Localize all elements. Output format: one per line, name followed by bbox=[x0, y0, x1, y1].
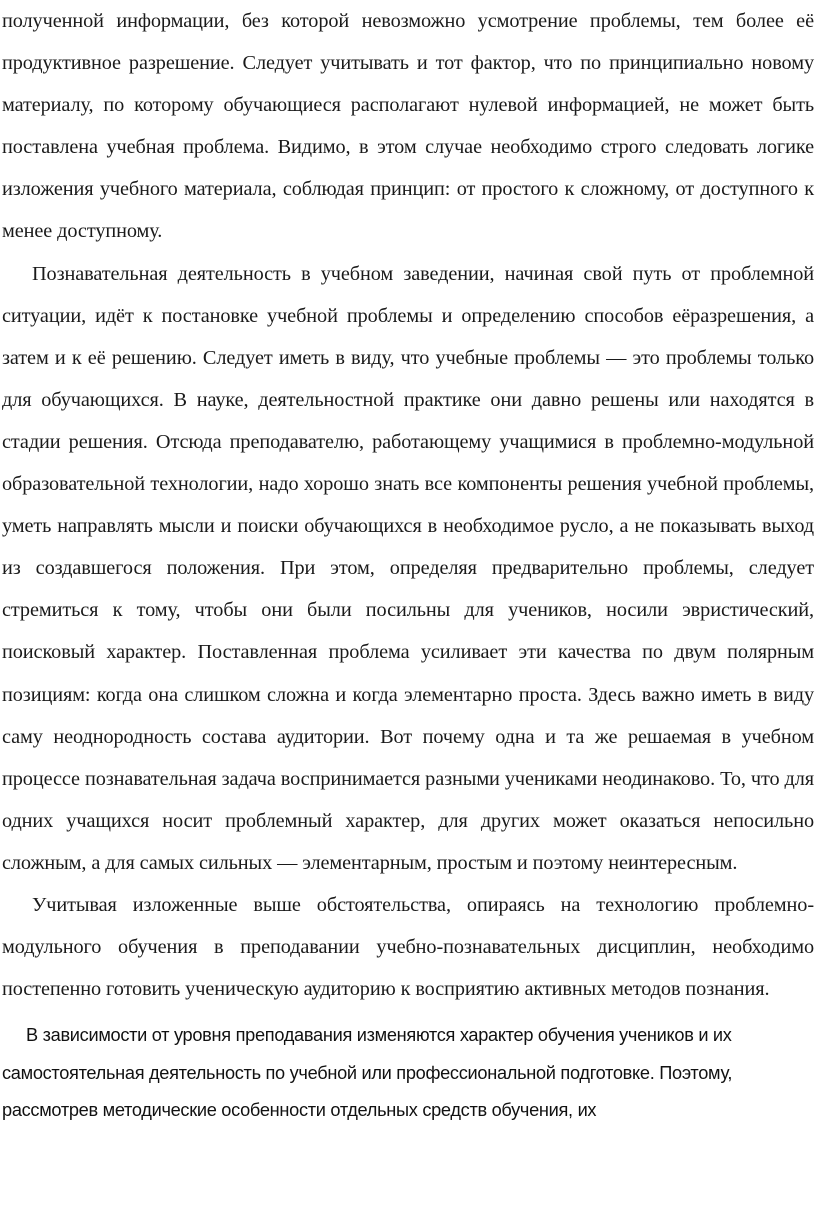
paragraph-3: Учитывая изложенные выше обстоятельства, опираясь на технологию проблемно-модульного обучения в преподавании учебно-познавательных дисциплин, необходимо постепенно готовить ученическую аудиторию к восприятию активных методов познания. bbox=[2, 893, 814, 1001]
paragraph-1: полученной информации, без которой невозможно усмотрение проблемы, тем более её продуктивное разрешение. Следует учитывать и тот фактор, что по принципиально новому материалу, по которому обучающиеся располагают нулевой информацией, не может быть поставлена учебная проблема. Видимо, в этом случае необходимо строго следовать логике изложения учебного материала, соблюдая принцип: от простого к сложному, от доступного к менее доступному. bbox=[2, 10, 814, 243]
paragraph-2: Познавательная деятельность в учебном заведении, начиная свой путь от проблемной ситуации, идёт к постановке учебной проблемы и определению способов еёразрешения, а затем и к её решению. Следует иметь в виду, что учебные проблемы — это проблемы только для обучающихся. В науке, деятельностной практике они давно решены или находятся в стадии решения. Отсюда преподавателю, работающему учащимися в проблемно-модульной образовательной технологии, надо хорошо знать все компоненты решения учебной проблемы, уметь направлять мысли и поиски обучающихся в необходимое русло, а не показывать выход из создавшегося положения. При этом, определяя предварительно проблемы, следует стремиться к тому, чтобы они были посильны для учеников, носили эвристический, поисковый характер. Поставленная проблема усиливает эти качества по двум полярным позициям: когда она слишком сложна и когда элементарно проста. Здесь важно иметь в виду саму неоднородность состава аудитории. Вот почему одна и та же решаемая в учебном процессе познавательная задача воспринимается разными учениками неодинаково. То, что для одних учащихся носит проблемный характер, для других может оказаться непосильно сложным, а для самых сильных — элементарным, простым и поэтому неинтересным. bbox=[2, 262, 814, 874]
paragraph-4: В зависимости от уровня преподавания изменяются характер обучения учеников и их самостоятельная деятельность по учебной или профессиональной подготовке. Поэтому, рассмотрев методические особенности отдельных средств обучения, их bbox=[2, 1025, 733, 1121]
